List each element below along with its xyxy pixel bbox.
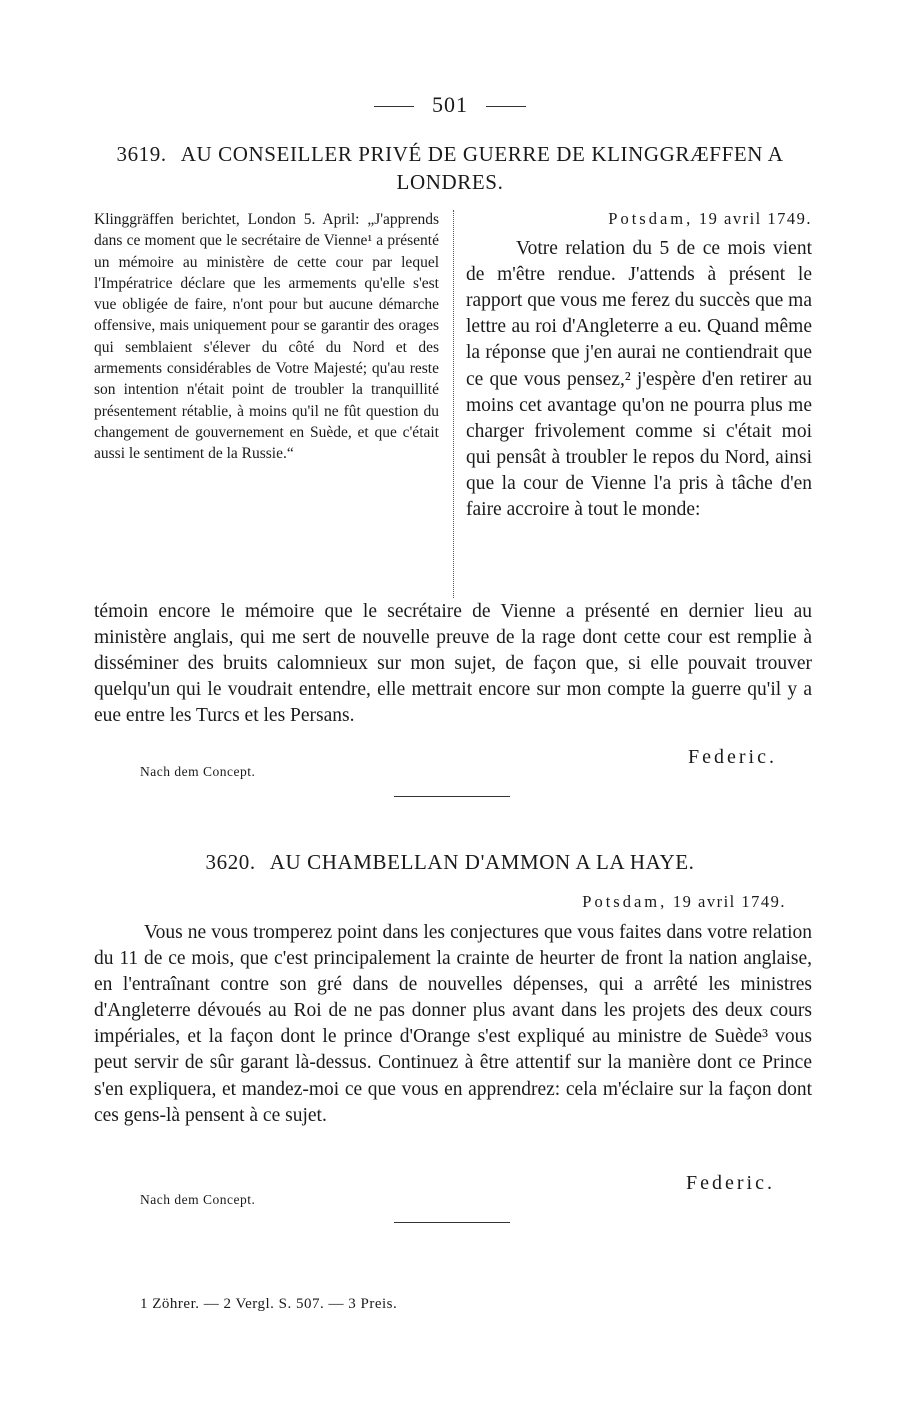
letter-3620-dateline: [470, 892, 786, 912]
letter-3619-body-start: Votre relation du 5 de ce mois vient de m'être rendue. J'attends à présent le rapport que vous me ferez du succès que ma lettre au roi d'Angleterre a eu. Quand même la réponse que j'en aurai ne contiendrait que ce que vous pensez,² j'espère d'en retirer au moins cet avantage qu'on ne pourra plus me charger frivolement comme si c'était moi qui pensât à troubler le repos du Nord, ainsi que la cour de Vienne l'a pris à tâche d'en faire accroire à tout le monde:: [466, 238, 812, 521]
header-dash-right: [486, 106, 526, 107]
header-dash-left: [374, 106, 414, 107]
letter-3620-title: AU CHAMBELLAN D'AMMON A LA HAYE.: [269, 850, 695, 874]
letter-3620-body: Vous ne vous tromperez point dans les conjectures que vous faites dans votre relation du 11 de ce mois, que c'est principalement la crainte de heurter de front la nation anglaise, en l'entraînant contre son gré dans de nouvelles dépenses, qui a arrêté les ministres d'Angleterre dévoués au Roi de ne pas donner plus avant dans les projets des deux cours impériales, et la façon dont le prince d'Orange s'est expliqué au ministre de Suède³ vous peut servir de sûr garant là-dessus. Continuez à être attentif sur la manière dont ce Prince s'en expliquera, et mandez-moi ce que vous en apprendrez: cela m'éclaire sur la façon dont ces gens-là pensent à ce sujet.: [94, 922, 812, 1126]
letter-3620-number: 3620.: [205, 850, 256, 874]
letter-3619-place: Potsdam,: [608, 209, 694, 228]
letter-3620-place: Potsdam,: [582, 892, 668, 911]
section-separator-rule: [394, 796, 510, 797]
letter-3620-date: 19 avril 1749.: [672, 892, 786, 911]
letter-3620-signature: Federic.: [686, 1172, 775, 1194]
letter-3619-signature: Federic.: [688, 746, 777, 768]
letter-3620-source-note: Nach dem Concept.: [140, 1192, 256, 1207]
page-header: [0, 92, 900, 118]
footnotes: 1 Zöhrer. — 2 Vergl. S. 507. — 3 Preis.: [140, 1296, 398, 1312]
column-divider: [453, 210, 454, 598]
page-number: 501: [432, 92, 468, 117]
letter-3619-body-continuation: témoin encore le mémoire que le secrétaire de Vienne a présenté en dernier lieu au ministère anglais, qui me sert de nouvelle preuve de la rage dont cette cour est remplie à disséminer des bruits calomnieux sur mon sujet, de façon que, si elle pouvait trouver quelqu'un qui le voudrait entendre, elle mettrait encore sur mon compte la guerre qu'il y a eue entre les Turcs et les Persans.: [94, 601, 812, 727]
letter-3619-source-note: Nach dem Concept.: [140, 764, 256, 779]
letter-3619-number: 3619.: [116, 142, 167, 166]
letter-3619-reply-column: [466, 206, 812, 523]
letter-3620-heading: [100, 848, 800, 876]
letter-3619-title: AU CONSEILLER PRIVÉ DE GUERRE DE KLINGGRÆFFEN A LONDRES.: [180, 142, 784, 194]
section-separator-rule: [394, 1222, 510, 1223]
letter-3619-dateline: [466, 206, 812, 232]
letter-3619-heading: [100, 140, 800, 196]
letter-3619-date: 19 avril 1749.: [698, 209, 812, 228]
klinggraeffen-report-excerpt: Klinggräffen berichtet, London 5. April: „J'apprends dans ce moment que le secrétaire de Vienne¹ a présenté un mémoire au ministère de cette cour par lequel l'Impératrice déclare que les armements qu'elle s'est vue obligée de faire, n'ont pour but aucune démarche offensive, mais uniquement pour se garantir des orages qui semblaient s'élever du côté du Nord et des armements considérables de Votre Majesté; qu'au reste son intention n'était point de troubler la tranquillité présentement rétablie, à moins qu'il ne fût question du changement de gouvernement en Suède, et que c'était aussi le sentiment de la Russie.“: [94, 211, 439, 463]
